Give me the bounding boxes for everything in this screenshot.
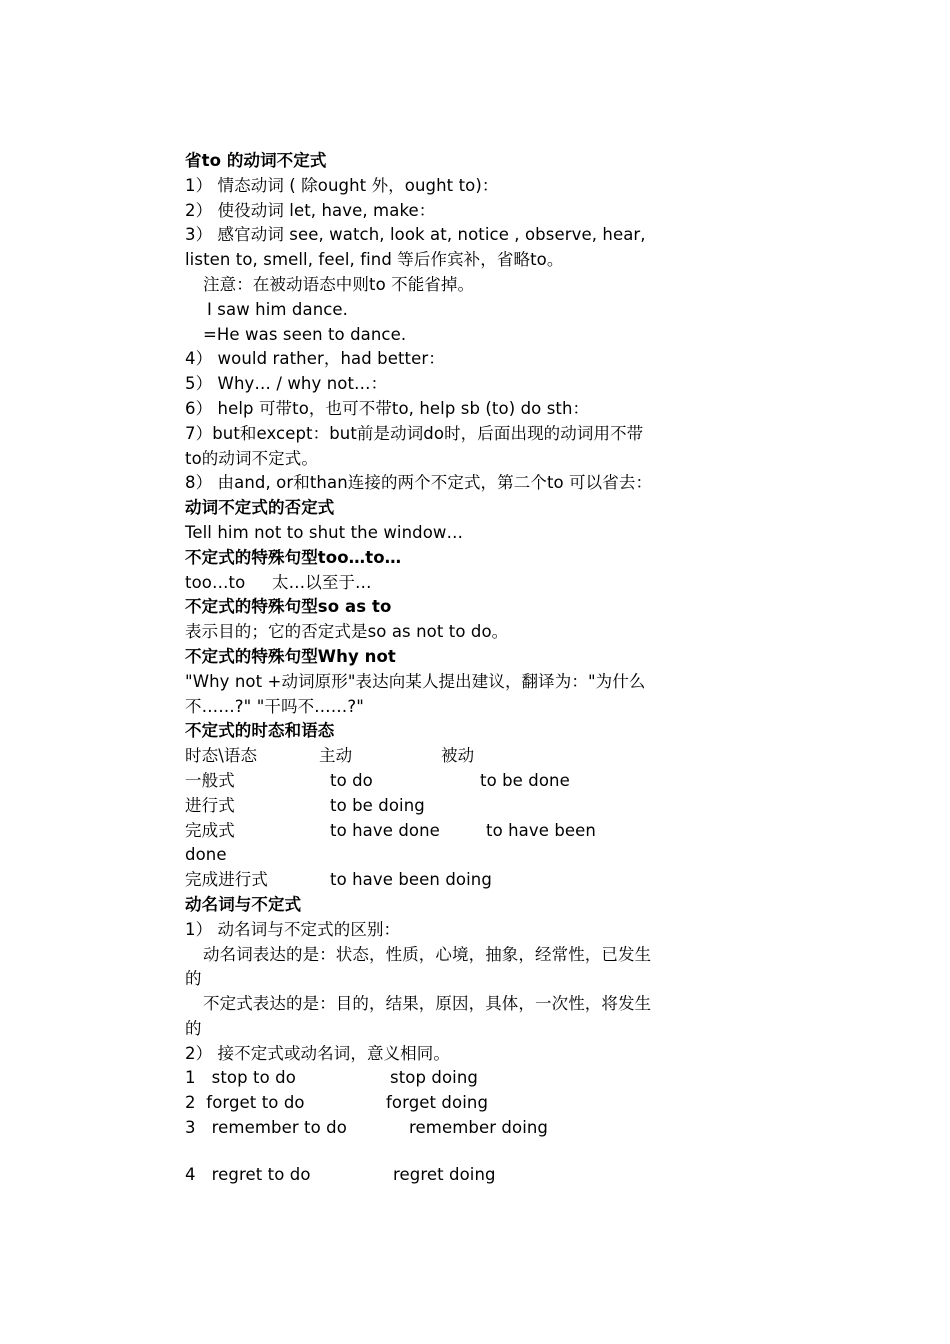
list-item: [185, 1163, 655, 1188]
list-item: 2） 接不定式或动名词，意义相同。: [185, 1043, 450, 1063]
body-text: 表示目的；它的否定式是so as not to do。: [185, 622, 509, 642]
heading-tense-voice: 不定式的时态和语态: [185, 721, 335, 741]
list-item: 3） 感官动词 see, watch, look at, notice , observe, hear, listen to, smell, feel, find 等后作宾补，省略to。: [185, 225, 646, 270]
example-text: I saw him dance.: [207, 299, 349, 319]
table-cell: 完成进行式: [185, 870, 268, 890]
table-header-cell: 主动: [319, 746, 353, 766]
spacer: [185, 1141, 655, 1163]
table-cell: to be done: [480, 770, 570, 790]
table-row: [185, 819, 655, 844]
table-header-cell: 被动: [441, 746, 475, 766]
heading-why-not: 不定式的特殊句型Why not: [185, 646, 396, 666]
pair-right: forget doing: [386, 1093, 489, 1113]
pair-right: remember doing: [409, 1118, 549, 1138]
table-cell: to do: [330, 770, 373, 790]
list-item: 7）but和except：but前是动词do时，后面出现的动词用不带to的动词不定式。: [185, 423, 644, 468]
table-row: [185, 868, 655, 893]
list-item: [185, 1066, 655, 1091]
table-cell: 进行式: [185, 795, 235, 815]
list-item: [185, 1116, 655, 1141]
table-header-row: [185, 744, 655, 769]
list-item: 5） Why… / why not…：: [185, 374, 388, 394]
pair-left: 4 regret to do: [185, 1164, 311, 1184]
table-cell: to have done: [330, 820, 440, 840]
body-text: 动名词表达的是：状态，性质，心境，抽象，经常性，已发生的: [185, 944, 652, 989]
body-text: 不定式表达的是：目的，结果，原因，具体，一次性，将发生的: [185, 994, 652, 1038]
heading-omit-to: 省to 的动词不定式: [185, 151, 327, 170]
body-text: too…to 太…以至于…: [185, 572, 372, 592]
pair-left: 1 stop to do: [185, 1068, 296, 1088]
list-item: 1） 情态动词 ( 除ought 外，ought to)：: [185, 175, 499, 195]
pair-left: 2 forget to do: [185, 1093, 305, 1113]
table-cell: 完成式: [185, 820, 235, 840]
note-text: 注意：在被动语态中则to 不能省掉。: [203, 274, 475, 294]
list-item: [185, 1091, 655, 1116]
table-row: [185, 843, 655, 868]
table-cell: to have been doing: [330, 870, 492, 890]
table-cell: to have been: [486, 820, 596, 840]
table-header-cell: 时态\语态: [185, 746, 258, 766]
table-row: [185, 769, 655, 794]
list-item: 2） 使役动词 let, have, make：: [185, 200, 436, 220]
list-item: 8） 由and, or和than连接的两个不定式，第二个to 可以省去：: [185, 473, 653, 493]
heading-so-as-to: 不定式的特殊句型so as to: [185, 597, 392, 617]
table-cell: done: [185, 845, 227, 865]
list-item: 1） 动名词与不定式的区别：: [185, 919, 401, 939]
body-text: Tell him not to shut the window…: [185, 522, 464, 542]
heading-gerund: 动名词与不定式: [185, 894, 302, 914]
table-row: [185, 794, 655, 819]
pair-right: regret doing: [393, 1164, 496, 1184]
body-text: "Why not +动词原形"表达向某人提出建议，翻译为："为什么不……?" "干吗不……?": [185, 671, 646, 716]
list-item: 6） help 可带to，也可不带to, help sb (to) do sth：: [185, 398, 590, 418]
heading-too-to: 不定式的特殊句型too…to…: [185, 547, 402, 567]
pair-left: 3 remember to do: [185, 1118, 347, 1138]
list-item: 4） would rather，had better：: [185, 349, 445, 369]
pair-right: stop doing: [390, 1068, 478, 1088]
table-cell: 一般式: [185, 770, 235, 790]
example-text: =He was seen to dance.: [203, 324, 407, 344]
heading-negative: 动词不定式的否定式: [185, 498, 335, 518]
table-cell: to be doing: [330, 795, 425, 815]
document-page: [185, 149, 655, 1188]
